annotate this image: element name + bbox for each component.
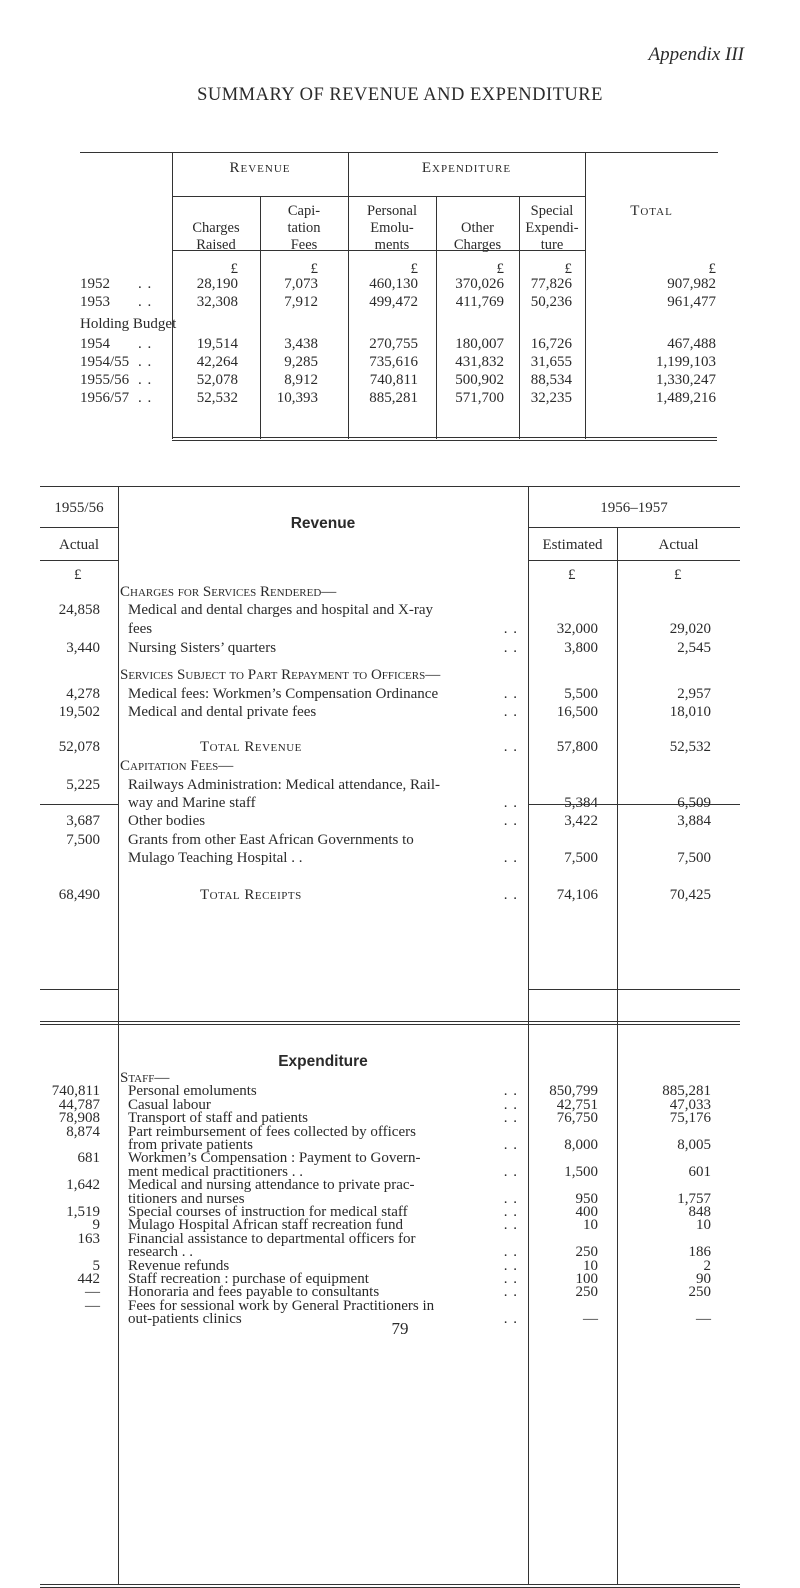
estimated-value: 32,000 [556, 621, 598, 637]
leader-dots: . . [503, 621, 518, 637]
total-header: Total [630, 203, 673, 219]
prev-actual: — [85, 1284, 100, 1301]
actual-value: 2,545 [677, 640, 711, 656]
summary-cell: 499,472 [369, 294, 418, 310]
column-header-line: Fees [290, 237, 318, 253]
section-heading: Staff— [120, 1070, 170, 1086]
summary-cell: 42,264 [196, 354, 238, 370]
summary-cell: 460,130 [369, 276, 418, 292]
prev-actual: 5,225 [66, 777, 100, 793]
line-label: Staff recreation : purchase of equipment [128, 1271, 369, 1287]
row-note: Holding Budget [80, 316, 177, 332]
summary-cell: 740,811 [369, 372, 418, 388]
line-label: Part reimbursement of fees collected by officers [128, 1123, 416, 1140]
actual-value: 6,509 [677, 795, 711, 811]
prev-actual: 681 [77, 1150, 100, 1167]
estimated-value: 10 [583, 1217, 598, 1234]
actual-value: 29,020 [669, 621, 711, 637]
line-label: titioners and nurses [128, 1190, 245, 1207]
line-label: research . . [128, 1244, 193, 1261]
leader-dots: . . [503, 1257, 518, 1274]
prev-actual: 5 [92, 1257, 100, 1274]
estimated-value: 1,500 [564, 1163, 598, 1180]
estimated-value: 16,500 [556, 704, 598, 720]
section-heading: Capitation Fees— [120, 758, 234, 774]
summary-cell: 885,281 [369, 390, 418, 406]
estimated-value: 850,799 [549, 1083, 598, 1100]
column-header-line: ments [374, 237, 410, 253]
column-header-line: tation [287, 220, 321, 236]
actual-value: 3,884 [677, 813, 711, 829]
column-header-line: Charges [192, 220, 240, 236]
leader-dots: . . [138, 336, 153, 352]
row-year: 1956/57 [80, 390, 130, 406]
summary-cell: 500,902 [455, 372, 504, 388]
row-year: 1953 [80, 294, 110, 310]
column-header-line: Special [530, 203, 574, 219]
leader-dots: . . [503, 1244, 518, 1261]
actual-value: 7,500 [677, 850, 711, 866]
estimated-value: 3,800 [564, 640, 598, 656]
actual-value: 601 [688, 1163, 711, 1180]
group-revenue: Revenue [229, 160, 291, 176]
leader-dots: . . [503, 1217, 518, 1234]
actual-value: 47,033 [669, 1096, 711, 1113]
estimated-value: 400 [575, 1204, 598, 1220]
line-label: Grants from other East African Governments to [128, 832, 414, 848]
actual-value: 8,005 [677, 1137, 711, 1153]
leader-dots: . . [503, 850, 518, 866]
leader-dots: . . [503, 1096, 518, 1113]
summary-cell: 31,655 [530, 354, 572, 370]
section-heading: Charges for Services Rendered— [120, 584, 337, 600]
leader-dots: . . [503, 887, 518, 903]
leader-dots: . . [503, 1163, 518, 1180]
actual-value: 2 [703, 1257, 711, 1274]
currency-prev: £ [74, 567, 82, 583]
leader-dots: . . [503, 1311, 518, 1328]
currency-est: £ [568, 567, 576, 583]
leader-dots: . . [503, 739, 518, 755]
column-header-line: Personal [367, 203, 417, 219]
currency-symbol: £ [496, 261, 504, 277]
column-header-line: Charges [453, 237, 502, 253]
summary-cell: 28,190 [196, 276, 238, 292]
line-label: Other bodies [128, 813, 206, 829]
prev-actual: 4,278 [66, 686, 100, 702]
leader-dots: . . [503, 686, 518, 702]
line-label: Special courses of instruction for medical staff [128, 1204, 408, 1220]
line-label: Railways Administration: Medical attendance, Rail- [128, 777, 441, 793]
prev-actual: 7,500 [66, 832, 100, 848]
rule [40, 989, 118, 990]
estimated-value: 3,422 [564, 813, 598, 829]
rule [40, 527, 118, 528]
prev-actual: 1,642 [66, 1177, 100, 1194]
line-label: Medical fees: Workmen’s Compensation Ordinance [128, 686, 439, 702]
rule [528, 804, 740, 805]
summary-cell: 370,026 [455, 276, 504, 292]
actual-value: 2,957 [677, 686, 711, 702]
expenditure-title: Expenditure [278, 1053, 368, 1070]
summary-cell: 19,514 [196, 336, 238, 352]
row-year: 1954 [80, 336, 110, 352]
line-label: Fees for sessional work by General Practitioners in [128, 1297, 435, 1314]
row-year: 1955/56 [80, 372, 130, 388]
currency-symbol: £ [708, 261, 716, 277]
column-header-line: Emolu- [370, 220, 414, 236]
summary-cell: 16,726 [530, 336, 572, 352]
page-title: SUMMARY OF REVENUE AND EXPENDITURE [197, 85, 603, 105]
line-label: way and Marine staff [128, 795, 256, 811]
actual-value: 186 [688, 1244, 711, 1261]
prev-actual: 442 [77, 1271, 100, 1287]
summary-cell: 3,438 [284, 336, 318, 352]
rule [172, 437, 717, 441]
column-header-line: Expendi- [525, 220, 579, 236]
summary-cell: 411,769 [455, 294, 504, 310]
header-year: 1955/56 [54, 500, 104, 516]
prev-actual: 1,519 [66, 1204, 100, 1220]
leader-dots: . . [503, 640, 518, 656]
row-year: 1952 [80, 276, 110, 292]
prev-actual: 8,874 [66, 1123, 100, 1140]
summary-cell: 7,912 [284, 294, 318, 310]
line-label: Transport of staff and patients [128, 1110, 308, 1127]
column-header-line: Capi- [287, 203, 321, 219]
line-label: Medical and dental charges and hospital and X-ray [128, 602, 434, 618]
actual-value: 70,425 [669, 887, 711, 903]
line-label: Revenue refunds [128, 1257, 230, 1274]
currency-symbol: £ [410, 261, 418, 277]
summary-cell: 50,236 [530, 294, 572, 310]
estimated-value: 950 [575, 1190, 598, 1207]
currency-symbol: £ [310, 261, 318, 277]
leader-dots: . . [503, 1190, 518, 1207]
line-label: fees [128, 621, 153, 637]
summary-cell: 8,912 [284, 372, 318, 388]
header-actual: Actual [59, 537, 99, 553]
leader-dots: . . [503, 813, 518, 829]
estimated-value: 100 [575, 1271, 598, 1287]
leader-dots: . . [503, 704, 518, 720]
actual-value: 10 [696, 1217, 711, 1234]
actual-value: 52,532 [669, 739, 711, 755]
actual-value: 848 [688, 1204, 711, 1220]
summary-cell: 88,534 [530, 372, 572, 388]
estimated-value: 42,751 [556, 1096, 598, 1113]
summary-cell: 1,199,103 [656, 354, 716, 370]
leader-dots: . . [138, 354, 153, 370]
column-header-line: ture [540, 237, 564, 253]
currency-symbol: £ [230, 261, 238, 277]
estimated-value: 57,800 [556, 739, 598, 755]
prev-actual: 68,490 [58, 887, 100, 903]
line-label: Nursing Sisters’ quarters [128, 640, 277, 656]
estimated-value: — [583, 1311, 598, 1328]
estimated-value: 10 [583, 1257, 598, 1274]
line-label: ment medical practitioners . . [128, 1163, 303, 1180]
rule [528, 989, 740, 990]
actual-value: 18,010 [669, 704, 711, 720]
rule [617, 527, 618, 1584]
leader-dots: . . [503, 1204, 518, 1220]
rule [40, 1584, 740, 1588]
summary-cell: 32,235 [530, 390, 572, 406]
leader-dots: . . [503, 1083, 518, 1100]
total-label: Total Revenue [200, 739, 302, 755]
line-label: Medical and nursing attendance to private prac- [128, 1177, 415, 1194]
prev-actual: 740,811 [51, 1083, 100, 1100]
summary-cell: 270,755 [369, 336, 418, 352]
currency-act: £ [674, 567, 682, 583]
rule [118, 486, 119, 1584]
actual-value: 75,176 [669, 1110, 711, 1127]
prev-actual: 3,687 [66, 813, 100, 829]
column-header-line: Other [460, 220, 494, 236]
actual-value: 90 [696, 1271, 711, 1287]
rule [585, 152, 586, 439]
leader-dots: . . [503, 1284, 518, 1301]
line-label: Workmen’s Compensation : Payment to Govern- [128, 1150, 421, 1167]
leader-dots: . . [503, 1137, 518, 1153]
line-label: Financial assistance to departmental officers for [128, 1230, 416, 1247]
summary-cell: 9,285 [284, 354, 318, 370]
line-label: from private patients [128, 1137, 253, 1153]
estimated-value: 250 [575, 1244, 598, 1261]
summary-cell: 10,393 [276, 390, 318, 406]
leader-dots: . . [503, 1110, 518, 1127]
summary-cell: 907,982 [667, 276, 716, 292]
line-label: Personal emoluments [128, 1083, 257, 1100]
leader-dots: . . [138, 294, 153, 310]
header-period: 1956–1957 [600, 500, 668, 516]
estimated-value: 8,000 [564, 1137, 598, 1153]
prev-actual: 78,908 [58, 1110, 100, 1127]
line-label: Honoraria and fees payable to consultants [128, 1284, 380, 1301]
rule [40, 1021, 740, 1025]
actual-value: 1,757 [677, 1190, 711, 1207]
rule [528, 527, 740, 528]
summary-cell: 1,489,216 [656, 390, 716, 406]
header-estimated: Estimated [542, 537, 603, 553]
summary-cell: 52,532 [196, 390, 238, 406]
prev-actual: 44,787 [58, 1096, 100, 1113]
prev-actual: 163 [77, 1230, 100, 1247]
summary-cell: 961,477 [667, 294, 716, 310]
rule [172, 196, 585, 197]
estimated-value: 5,384 [564, 795, 598, 811]
rule [528, 486, 529, 1584]
prev-actual: 52,078 [58, 739, 100, 755]
row-year: 1954/55 [80, 354, 130, 370]
group-expenditure: Expenditure [421, 160, 512, 176]
actual-value: 885,281 [662, 1083, 711, 1100]
line-label: Mulago Teaching Hospital . . [128, 850, 303, 866]
currency-symbol: £ [564, 261, 572, 277]
page-number: 79 [391, 1319, 409, 1338]
estimated-value: 250 [575, 1284, 598, 1301]
rule [40, 560, 118, 561]
section-heading: Services Subject to Part Repayment to Officers— [120, 667, 441, 683]
summary-cell: 180,007 [455, 336, 504, 352]
total-label: Total Receipts [200, 887, 302, 903]
leader-dots: . . [138, 372, 153, 388]
summary-cell: 52,078 [196, 372, 238, 388]
summary-cell: 77,826 [530, 276, 572, 292]
summary-cell: 467,488 [667, 336, 716, 352]
leader-dots: . . [503, 795, 518, 811]
rule [80, 152, 718, 153]
line-label: Medical and dental private fees [128, 704, 317, 720]
prev-actual: 24,858 [58, 602, 100, 618]
header-actual-2: Actual [658, 537, 699, 553]
summary-cell: 32,308 [196, 294, 238, 310]
line-label: Casual labour [128, 1096, 211, 1113]
rule [40, 804, 118, 805]
summary-cell: 431,832 [455, 354, 504, 370]
column-header-line: Raised [196, 237, 236, 253]
prev-actual: 19,502 [58, 704, 100, 720]
estimated-value: 7,500 [564, 850, 598, 866]
leader-dots: . . [138, 276, 153, 292]
rule [40, 486, 740, 487]
summary-cell: 735,616 [369, 354, 418, 370]
estimated-value: 74,106 [556, 887, 598, 903]
header-revenue: Revenue [290, 515, 356, 532]
line-label: Mulago Hospital African staff recreation fund [128, 1217, 404, 1234]
actual-value: — [696, 1311, 711, 1328]
appendix-label: Appendix III [648, 44, 744, 65]
prev-actual: 3,440 [66, 640, 100, 656]
line-label: out-patients clinics [128, 1311, 242, 1328]
actual-value: 250 [688, 1284, 711, 1301]
prev-actual: 9 [92, 1217, 100, 1234]
summary-cell: 1,330,247 [656, 372, 716, 388]
leader-dots: . . [138, 390, 153, 406]
estimated-value: 76,750 [556, 1110, 598, 1127]
summary-cell: 7,073 [284, 276, 318, 292]
summary-cell: 571,700 [455, 390, 504, 406]
prev-actual: — [85, 1297, 100, 1314]
estimated-value: 5,500 [564, 686, 598, 702]
rule [528, 560, 740, 561]
leader-dots: . . [503, 1271, 518, 1287]
